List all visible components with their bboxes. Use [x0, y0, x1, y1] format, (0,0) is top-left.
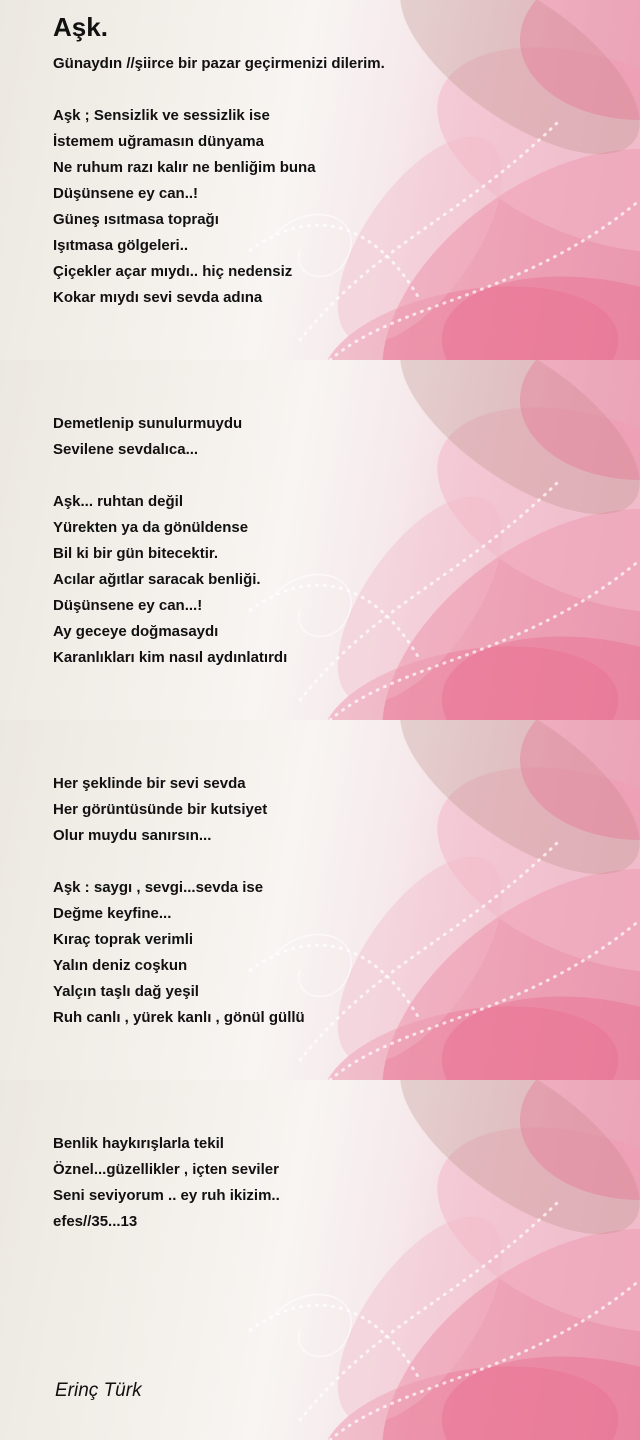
author-name: Erinç Türk	[55, 1380, 142, 1401]
stanza-4: Benlik haykırışlarla tekil Öznel...güzellikler , içten seviler Seni seviyorum .. ey ruh ikizim.. efes//35...13	[53, 1135, 280, 1230]
curl-swirl	[270, 1295, 351, 1357]
stanza-1: Günaydın //şiirce bir pazar geçirmenizi dilerim. Aşk ; Sensizlik ve sessizlik ise İstemem uğramasın dünyama Ne ruhum razı kalır ne benliğim buna Düşünsene ey can..! Güneş ısıtmasa toprağı Işıtmasa gölgeleri.. Çiçekler açar mıydı.. hiç nedensiz Kokar mıydı sevi sevda adına	[53, 55, 385, 306]
stanza-2: Demetlenip sunulurmuydu Sevilene sevdalıca... Aşk... ruhtan değil Yürekten ya da gönüldense Bil ki bir gün bitecektir. Acılar ağıtlar saracak benliği. Düşünsene ey can...! Ay geceye doğmasaydı Karanlıkları kim nasıl aydınlatırdı	[53, 415, 288, 666]
stanza-3: Her şeklinde bir sevi sevda Her görüntüsünde bir kutsiyet Olur muydu sanırsın... Aşk : saygı , sevgi...sevda ise Değme keyfine... Kıraç toprak verimli Yalın deniz coşkun Yalçın taşlı dağ yeşil Ruh canlı , yürek kanlı , gönül güllü	[53, 775, 305, 1026]
poem-title: Aşk.	[53, 12, 108, 42]
